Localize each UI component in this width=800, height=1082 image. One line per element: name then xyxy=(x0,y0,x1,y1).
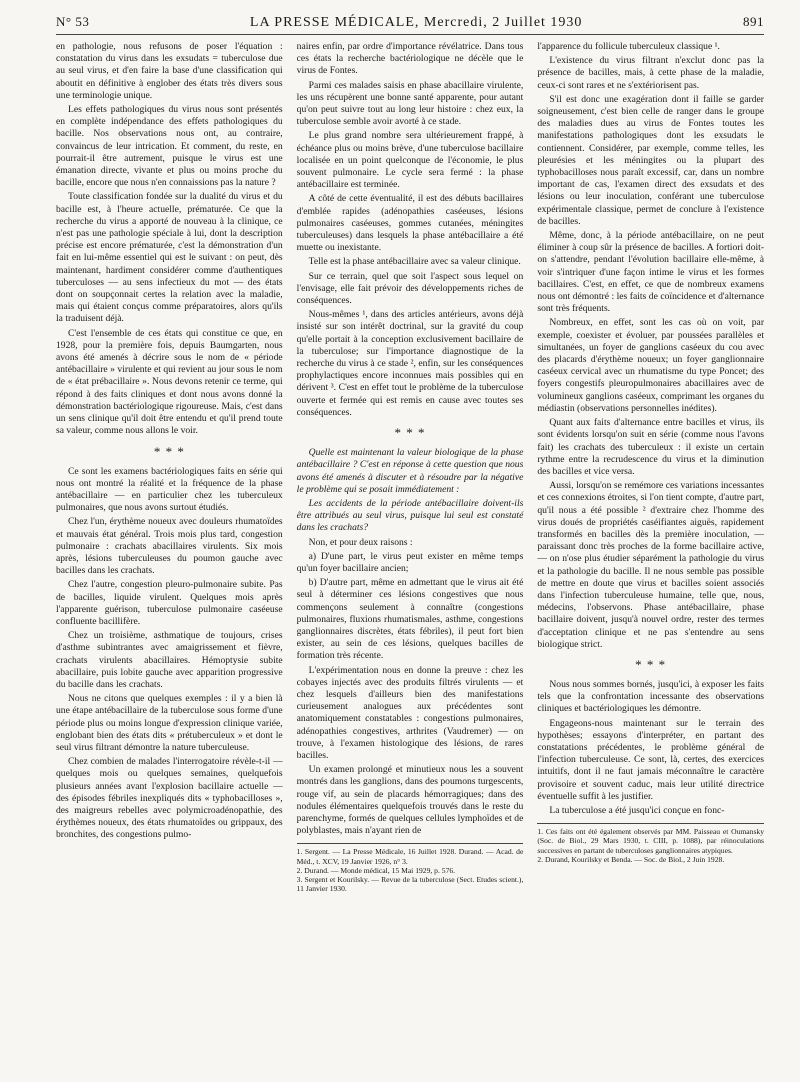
paragraph: Sur ce terrain, quel que soit l'aspect sous lequel on l'envisage, elle fait prévoir des développements riches de conséquences. xyxy=(296,270,524,307)
paragraph: Même, donc, à la période antébacillaire, on ne peut éliminer à coup sûr la présence de bacilles. A fortiori doit-on s'attendre, pendant l'évolution bacillaire elle-même, à voir s'intriquer d'une façon intime le virus et les formes bacillaires. C'est, en effet, ce que de nombreux examens nous ont démontré : les faits de coïncidence et d'alternance sont très fréquents. xyxy=(537,230,765,315)
paragraph: Les accidents de la période antébacillaire doivent-ils être attribués au seul virus, puisque lui seul est constaté dans les crachats? xyxy=(296,497,524,534)
footnotes xyxy=(297,843,524,893)
paragraph: naires enfin, par ordre d'importance révélatrice. Dans tous ces états la recherche bactériologique ne décèle que le virus de Fontes. xyxy=(296,41,524,77)
section-separator: * * * xyxy=(635,656,667,672)
page-number: 891 xyxy=(742,14,764,29)
paragraph: Chez l'un, érythème noueux avec douleurs rhumatoïdes et mauvais état général. Trois mois plus tard, congestion pulmonaire : crachats abacillaires virulents. Six mois après, lésions tuberculeuses du poumon gauche avec bacilles dans les crachats. xyxy=(56,516,283,577)
paragraph: b) D'autre part, même en admettant que le virus ait été seul à déterminer ces lésions congestives que nous commençons seulement à connaître (congestions pulmonaires, fluxions rhumatismales, asthme, congestions ganglionnaires discrètes, états fébriles), il peut fort bien exister, au sein de ces lésions, quelques bacilles de formation très récente. xyxy=(296,577,524,662)
paragraph: en pathologie, nous refusons de poser l'équation : constatation du virus dans les exsudats = tuberculose due au seul virus, et d'en faire la base d'une classification qui aboutit en définitive à englober des états très divers sous une terminologie unique. xyxy=(56,41,283,101)
issue-number: N° 53 xyxy=(56,14,90,29)
paragraph: Telle est la phase antébacillaire avec sa valeur clinique. xyxy=(308,256,521,268)
paragraph: Ce sont les examens bactériologiques faits en série qui nous ont montré la réalité et la fréquence de la phase antébacillaire — en particulier chez les tuberculeux pulmonaires, que nous avons surtout étudiés. xyxy=(56,465,283,514)
footnote: 2. Durand, Kourilsky et Benda. — Soc. de Biol., 2 Juin 1928. xyxy=(537,854,725,864)
footnote: 1. Ces faits ont été également observés par MM. Paisseau et Oumansky (Soc. de Biol., 29 Mars 1930, t. CIII, p. 1088), par réinoculations successives en partant de tuberculoses ganglionnaires atypiques. xyxy=(537,827,765,855)
paragraph: A côté de cette éventualité, il est des débuts bacillaires d'emblée rapides (adénopathies caséeuses, lésions pulmonaires caséeuses, gommes cutanées, méningites tuberculeuses) dans lesquels la phase antébacillaire a été muette ou inexistante. xyxy=(296,193,524,254)
paragraph: Nous ne citons que quelques exemples : il y a bien là une étape antébacillaire de la tuberculose sous forme d'une période plus ou moins longue d'expression clinique variée, englobant bien des états dits « prétuberculeux » et dont le seul virus filtrant démontre la nature tuberculeuse. xyxy=(56,693,283,753)
footnote: 1. Sergent. — La Presse Médicale, 16 Juillet 1928. Durand. — Acad. de Méd., t. XCV, 19 Janvier 1926, n° 3. xyxy=(296,847,524,866)
paragraph: Chez combien de malades l'interrogatoire révèle-t-il — quelques mois ou quelques semaines, quelquefois plusieurs années avant l'explosion bacillaire actuelle — des épisodes fébriles inexpliqués dits « typhobacilloses », des maigreurs rebelles avec polymicroadénopathie, des érythèmes noueux, des états rhumatoïdes ou grippaux, des bronchites, des congestions pulmo- xyxy=(56,756,283,841)
paragraph: Nombreux, en effet, sont les cas où on voit, par exemple, coexister et évoluer, par poussées parallèles et simultanées, un foyer de ganglions caséeux du cou avec des placards d'érythème noueux; un foyer ganglionnaire caséeux cervical avec un rhumatisme du type Poncet; des foyers congestifs pleuropulmonaires abacillaires avec de volumineux ganglions caséeux, comprimant les organes du médiastin (observations personnelles inédites). xyxy=(537,317,765,414)
section-separator: * * * xyxy=(153,443,185,459)
footnote: 2. Durand. — Monde médical, 15 Mai 1929, p. 576. xyxy=(296,865,456,875)
paragraph: C'est l'ensemble de ces états qui constitue ce que, en 1928, pour la première fois, depuis Baumgarten, nous avons été amenés à décrire sous le nom de « période antébacillaire » virulente et qui revient au jour sous le nom de « état prébacillaire ». Nous devons retenir ce terme, qui répond à des faits cliniques et dont nous avons donné la démonstration bactériologique rigoureuse. Mais, c'est dans un sens clinique qu'il doit être entendu et qu'il prend toute sa valeur, comme nous allons le voir. xyxy=(56,327,283,437)
footnote: 3. Sergent et Kourilsky. — Revue de la tuberculose (Sect. Etudes scient.), 11 Janvier 1930. xyxy=(296,875,524,894)
paragraph: Parmi ces malades saisis en phase abacillaire virulente, les uns récupèrent une bonne santé apparente, pour autant qu'on peut suivre tout au long leur histoire : chez eux, la tuberculose semble avoir avorté à ce stade. xyxy=(296,79,524,128)
paragraph: Toute classification fondée sur la dualité du virus et du bacille est, à l'heure actuelle, prématurée. Ce que la recherche du virus a apporté de nouveau à la clinique, ce n'est pas une pathologie spéciale à lui, dont la description précise est encore prématurée, c'est la démonstration d'un fait en lui-même essentiel qui est le suivant : on peut, dès maintenant, hardiment considérer comme d'authentiques tuberculoses — au sens infectieux du mot — des états dont on soupçonnait certes la relation avec la maladie, mais qui étaient conçus comme préparatoires, alors qu'ils la traduisent déjà. xyxy=(56,191,283,325)
column-1 xyxy=(56,41,283,893)
paragraph: Nous-mêmes ¹, dans des articles antérieurs, avons déjà insisté sur son intérêt doctrinal, sur la gravité du coup qu'elle portait à la conception exclusivement bacillaire de la tuberculose; sur l'importance diagnostique de la recherche du virus à ce stade ², enfin, sur les conséquences prophylactiques encore inconnues mais possibles qui en dérivent ³. C'est en effet tout le problème de la tuberculose ouverte et fermée qui est remis en cause avec toutes ses conséquences. xyxy=(296,309,524,418)
paragraph: Chez l'autre, congestion pleuro-pulmonaire subite. Pas de bacilles, liquide virulent. Quelques mois après l'apparente guérison, tuberculose pulmonaire caséeuse confluente bacillifère. xyxy=(56,579,283,627)
paragraph: Non, et pour deux raisons : xyxy=(308,536,413,548)
text-columns xyxy=(56,41,764,893)
paragraph: Nous nous sommes bornés, jusqu'ici, à exposer les faits tels que la confrontation incessante des observations cliniques et bactériologiques les démontre. xyxy=(537,678,765,715)
paragraph: Aussi, lorsqu'on se remémore ces variations incessantes et ces connexions étroites, si l'on tient compte, d'autre part, qu'il nous a été possible ² d'extraire chez l'homme des virus doués de propriétés caséifiantes aiguës, rapidement transformés en bacilles dès la première inoculation, — paraissant donc très proches de la forme bacillaire active, — on n'ose plus étudier séparément la pathologie du virus et la pathologie du bacille. Il ne nous semble pas possible de mettre en doute que virus et bacilles soient associés dans l'infection tuberculeuse humaine, telle que, nous, médecins, l'observons. Phase antébacillaire, phase bacillaire doivent, jusqu'à nouvel ordre, rester des termes d'acceptation clinique et ne pas s'entendre au sens biologique strict. xyxy=(537,480,765,650)
column-3 xyxy=(537,41,764,893)
paragraph: Quant aux faits d'alternance entre bacilles et virus, ils sont évidents lorsqu'on suit en série (comme nous l'avons fait) les crachats des tuberculeux : il existe un certain rythme entre la recrudescence du virus et la diminution des bacilles et vice versa. xyxy=(537,417,765,477)
paragraph: Les effets pathologiques du virus nous sont présentés en complète indépendance des effets pathologiques du bacille. Nos observations nous ont, au contraire, convaincus de leur intrication. Et comment, du reste, en pourrait-il être autrement, puisque le virus est une émanation directe, vivante et plus ou moins proche du bacille, encore que nous n'en connaissions pas la nature ? xyxy=(56,104,283,189)
running-header xyxy=(56,14,764,35)
paragraph: Quelle est maintenant la valeur biologique de la phase antébacillaire ? C'est en réponse à cette question que nous avons été amenés à discuter et à résoudre par la négative le problème qui se posait immédiatement : xyxy=(296,447,524,495)
paragraph: Un examen prolongé et minutieux nous les a souvent montrés dans les ganglions, dans des poumons turgescents, rouge vif, au sein de placards hémorragiques; dans des nodules élémentaires quelquefois trouvés dans le reste du parenchyme, formés de quelques cellules lymphoïdes et de polyblastes, mais n'ayant rien de xyxy=(296,764,524,837)
paragraph: S'il est donc une exagération dont il faille se garder soigneusement, c'est bien celle de ranger dans le groupe des maladies dues au virus de Fontes toutes les manifestations pathologiques dont les exsudats le contiennent. Considérer, par exemple, comme telles, les pleurésies et les méningites ou la plupart des typhobacilloses nous paraît excessif, car, dans un nombre important de cas, l'examen direct des exsudats et des lésions ou leur inoculation, conférant une tuberculose expérimentale classique, permet de conclure à l'existence de bacilles. xyxy=(537,93,765,227)
footnotes xyxy=(537,823,764,864)
paragraph: La tuberculose a été jusqu'ici conçue en fonc- xyxy=(549,804,725,816)
paragraph: L'expérimentation nous en donne la preuve : chez les cobayes injectés avec des produits filtrés virulents — et chez lesquels d'ailleurs bien des manifestations curieusement analogues aux précédentes sont anatomiquement constatables : congestions pulmonaires, adénopathies congestives, arthrites (Vaudremer) — on trouve, à l'examen histologique des lésions, de rares bacilles. xyxy=(296,664,524,761)
paragraph: L'existence du virus filtrant n'exclut donc pas la présence de bacilles, mais, à cette phase de la maladie, ceux-ci sont rares et ne s'extériorisent pas. xyxy=(537,55,765,91)
column-2 xyxy=(297,41,524,893)
paragraph: Chez un troisième, asthmatique de toujours, crises d'asthme subintrantes avec amaigrissement et fièvre, crachats virulents abacillaires. Hémoptysie subite abacillaire, puis lobite gauche avec apparition progressive du bacille dans les crachats. xyxy=(56,630,283,690)
paragraph: Le plus grand nombre sera ultérieurement frappé, à échéance plus ou moins brève, d'une tuberculose bacillaire localisée en un point quelconque de l'économie, le plus souvent pulmonaire. Le cycle sera fermé : la phase antébacillaire est terminée. xyxy=(296,130,524,191)
journal-title: LA PRESSE MÉDICALE, Mercredi, 2 Juillet 1930 xyxy=(249,15,583,30)
paragraph: a) D'une part, le virus peut exister en même temps qu'un foyer bacillaire ancien; xyxy=(296,550,524,574)
section-separator: * * * xyxy=(394,425,426,441)
paragraph: l'apparence du follicule tuberculeux classique ¹. xyxy=(537,41,720,52)
paragraph: Engageons-nous maintenant sur le terrain des hypothèses; essayons d'interpréter, en partant des constatations précédentes, le problème général de l'infection tuberculeuse. Ce sont, là, certes, des exercices intuitifs, dont il ne faut jamais méconnaître le caractère provisoire et souvent caduc, mais leur utilité directrice éventuelle suffit à les justifier. xyxy=(537,717,765,802)
